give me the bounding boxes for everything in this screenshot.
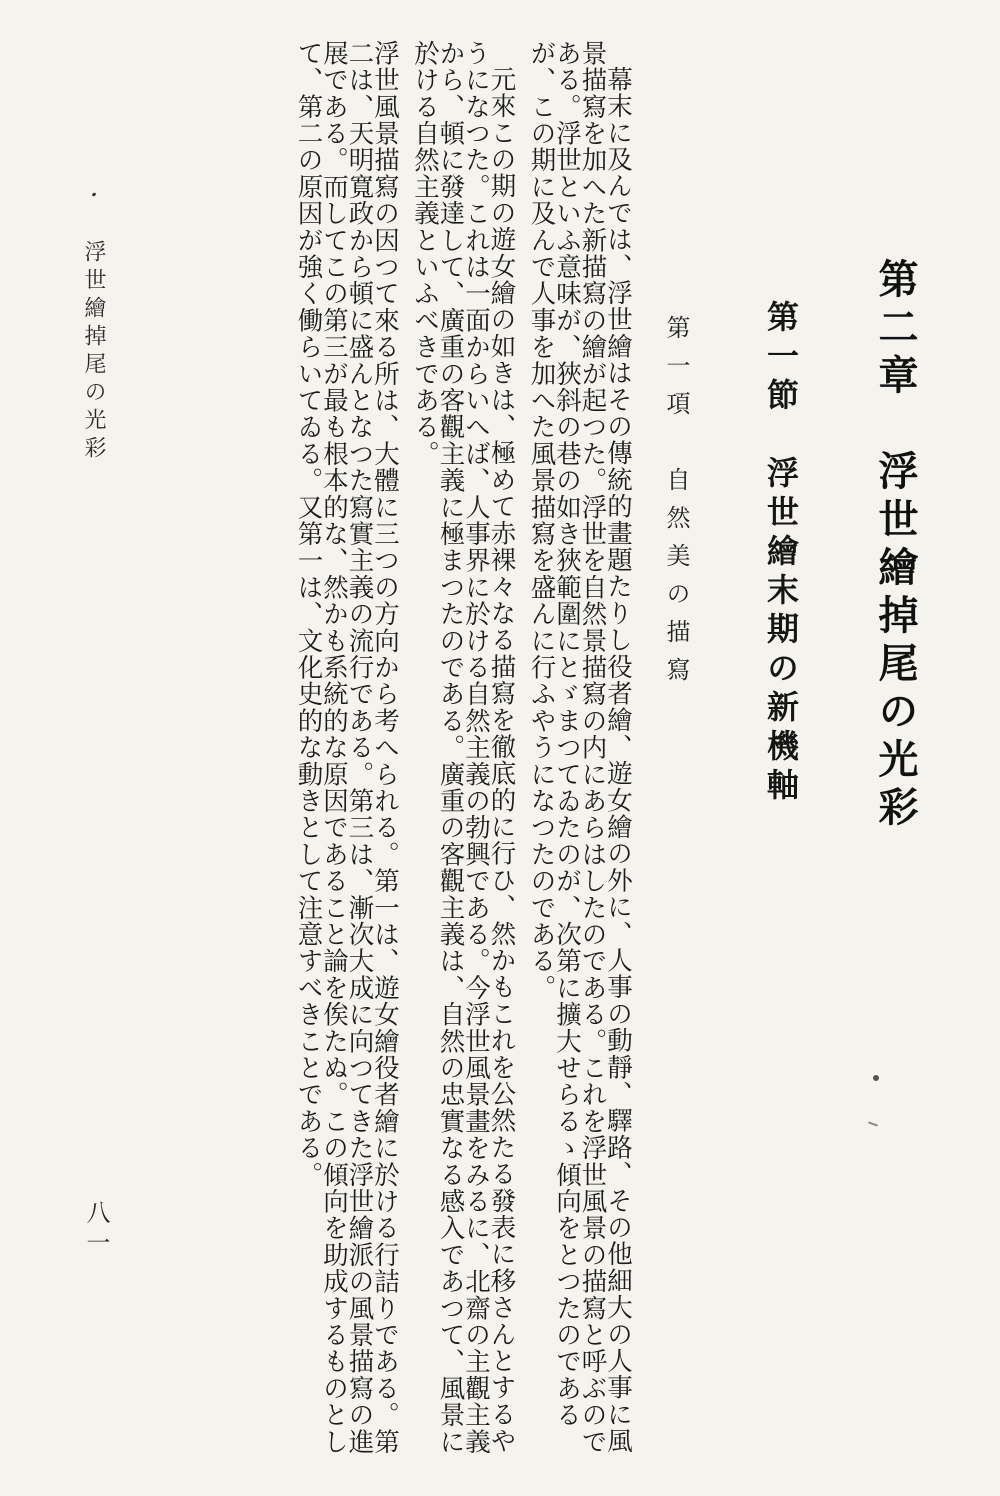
paper-speck xyxy=(873,1075,879,1081)
page-number: 八一 xyxy=(82,1200,110,1260)
running-head: 浮世繪掉尾の光彩 xyxy=(81,240,106,464)
paper-speck xyxy=(868,1121,878,1126)
paper-speck xyxy=(92,192,97,197)
item-title: 第一項 自然美の描寫 xyxy=(662,315,690,695)
body-paragraph-3: 浮世風景描寫の因つて來る所は、大體に三つの方向から考へられる。第一は、遊女繪役者繪に於ける行詰りである。第二は、天明寬政から頓に盛んとなつた寫實主義の流行である。第三は、漸次大成に向つてきた浮世繪派の風景描寫の進展である。而してこの第三が最も根本的な、然かも系統的な原因であること論を俟たぬ。この傾向を助成するものとして、第二の原因が強く働らいてゐる。又第一は、文化史的な動きとして注意すべきことである。 xyxy=(293,40,400,1456)
body-paragraph-2: 元來この期の遊女繪の如きは、極めて赤裸々なる描寫を徹底的に行ひ、然かもこれを公然たる發表に移さんとするやうになつた。これは一面からいへば、人事界に於ける自然主義の勃興である。今浮世風景畫をみるに、北齋の主觀主義から、頓に發達して、廣重の客觀主義に極まつたのである。廣重の客觀主義は、自然の忠實なる感入であつて、風景に於ける自然主義といふべきである。 xyxy=(410,40,517,1456)
section-title: 第一節 浮世繪末期の新機軸 xyxy=(762,300,800,807)
chapter-title: 第二章 浮世繪掉尾の光彩 xyxy=(872,258,919,834)
body-text xyxy=(110,40,633,1460)
body-paragraph-1: 幕末に及んでは、浮世繪はその傳統的畫題たりし役者繪、遊女繪の外に、人事の動靜、驛路、その他細大の人事に風景描寫を加へた新描寫の繪が起つた。浮世を自然景描寫の内にあらはしたのである。これを浮世風景の描寫と呼ぶのである。浮世といふ意味が、狹斜の巷の如き狹範圍にとゞまつてゐたのが、次第に擴大せらるゝ傾向をとつたのであるが、この期に及んで人事を加へた風景描寫を盛んに行ふやうになつたのである。 xyxy=(526,40,633,1456)
